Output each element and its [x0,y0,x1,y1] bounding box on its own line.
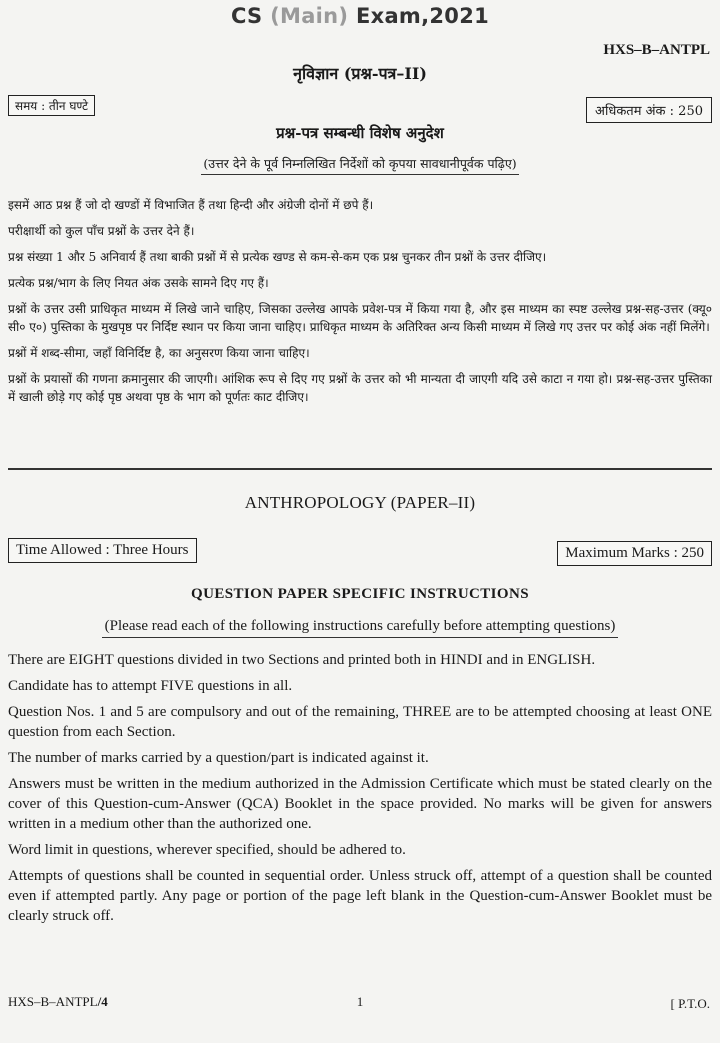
english-max-marks-box: Maximum Marks : 250 [557,541,712,566]
hindi-instruction: प्रश्नों के उत्तर उसी प्राधिकृत माध्यम में लिखे जाने चाहिए, जिसका उल्लेख आपके प्रवेश-पत्र में किया गया है, और इस माध्यम का स्पष्ट उल्लेख प्रश्न-सह-उत्तर (क्यू० सी० ए०) पुस्तिका के मुखपृष्ठ पर निर्दिष्ट स्थान पर किया जाना चाहिए। प्राधिकृत माध्यम के अतिरिक्त अन्य किसी माध्यम में लिखे गए उत्तर पर कोई अंक नहीं मिलेंगे। [8,302,712,334]
english-instruction: Candidate has to attempt FIVE questions in all. [8,678,293,694]
hindi-instruction: प्रत्येक प्रश्न/भाग के लिए नियत अंक उसके सामने दिए गए हैं। [8,276,269,290]
hindi-instruction: प्रश्न संख्या 1 और 5 अनिवार्य हैं तथा बाकी प्रश्नों में से प्रत्येक खण्ड से कम-से-कम एक प्रश्न चुनकर तीन प्रश्नों के उत्तर दीजिए। [8,250,547,264]
english-instruction: Question Nos. 1 and 5 are compulsory and out of the remaining, THREE are to be attempted choosing at least ONE question from each Section. [8,704,712,740]
section-divider [8,468,712,470]
hindi-instructions-list [8,196,712,414]
english-instruction: Attempts of questions shall be counted in sequential order. Unless struck off, attempt of a question shall be counted even if attempted partly. Any page or portion of the page left blank in the Question-cum-Answer Booklet must be clearly struck off. [8,868,712,924]
stamp-suffix: Exam,2021 [355,4,490,28]
hindi-instructions-subheading [0,155,720,175]
exam-stamp [0,4,720,28]
stamp-prefix: CS [230,4,263,28]
english-instruction: Word limit in questions, wherever specified, should be adhered to. [8,842,406,858]
english-time-box: Time Allowed : Three Hours [8,538,197,563]
hindi-instruction: प्रश्नों के प्रयासों की गणना क्रमानुसार की जाएगी। आंशिक रूप से दिए गए प्रश्नों के उत्तर को भी मान्यता दी जाएगी यदि उसे काटा न गया हो। प्रश्न-सह-उत्तर पुस्तिका में खाली छोड़े गए कोई पृष्ठ अथवा पृष्ठ के भाग को पूर्णतः काट दीजिए। [8,372,712,404]
hindi-instructions-heading: प्रश्न-पत्र सम्बन्धी विशेष अनुदेश [276,124,444,142]
paper-code-top: HXS–B–ANTPL [603,42,710,58]
english-instructions-list [8,650,712,932]
english-subject-title: ANTHROPOLOGY (PAPER–II) [244,493,476,512]
hindi-time-box: समय : तीन घण्टे [8,95,95,116]
english-instructions-subheading [0,618,720,638]
hindi-instruction: प्रश्नों में शब्द-सीमा, जहाँ विनिर्दिष्ट है, का अनुसरण किया जाना चाहिए। [8,346,310,360]
hindi-subject-title: नृविज्ञान (प्रश्न-पत्र–II) [293,64,427,83]
pto-marker: [ P.T.O. [670,996,710,1011]
footer-code-prefix: HXS–B–ANTPL [8,994,98,1009]
english-instructions-heading: QUESTION PAPER SPECIFIC INSTRUCTIONS [191,586,529,602]
hindi-instruction: इसमें आठ प्रश्न हैं जो दो खण्डों में विभाजित हैं तथा हिन्दी और अंग्रेजी दोनों में छपे हैं। [8,198,374,212]
english-instruction: There are EIGHT questions divided in two Sections and printed both in HINDI and in ENGLISH. [8,652,596,668]
english-instruction: Answers must be written in the medium authorized in the Admission Certificate which must be stated clearly on the cover of this Question-cum-Answer (QCA) Booklet in the space provided. No marks will be given for answers written in a medium other than the authorized one. [8,776,712,832]
hindi-max-marks-box: अधिकतम अंक : 250 [586,97,712,123]
english-instruction: The number of marks carried by a question/part is indicated against it. [8,750,429,766]
hindi-subheading-text: (उत्तर देने के पूर्व निम्नलिखित निर्देशों को कृपया सावधानीपूर्वक पढ़िए) [201,155,518,175]
page-number: 1 [356,994,364,1009]
stamp-middle: (Main) [270,4,349,28]
hindi-instruction: परीक्षार्थी को कुल पाँच प्रश्नों के उत्तर देने हैं। [8,224,195,238]
footer-code-suffix: /4 [97,994,108,1009]
english-subheading-text: (Please read each of the following instructions carefully before attempting questions) [102,618,619,638]
